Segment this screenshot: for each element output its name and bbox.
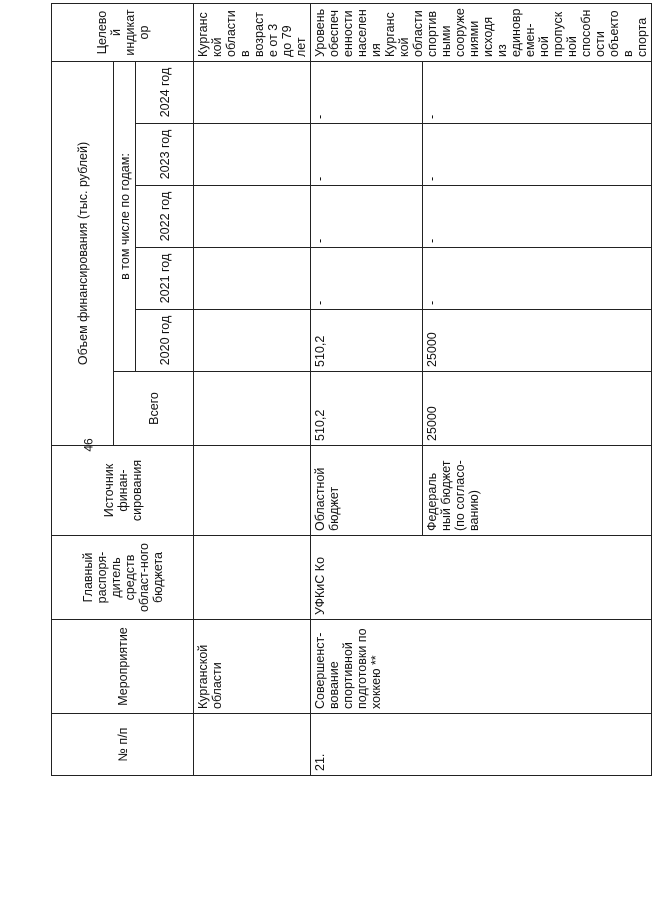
header-funding: Объем финансирования (тыс. рублей) [52, 62, 114, 446]
cont-total [194, 372, 311, 446]
cont-num [194, 714, 311, 776]
cont-event: Курганской области [194, 620, 311, 714]
row21-regional-2024: - [311, 62, 423, 124]
row21-federal-total: 25000 [423, 372, 652, 446]
cont-2022 [194, 186, 311, 248]
row21-regional-2020: 510,2 [311, 310, 423, 372]
header-source: Источник финан-сирования [52, 446, 194, 536]
header-2022: 2022 год [136, 186, 194, 248]
header-2024: 2024 год [136, 62, 194, 124]
header-2023: 2023 год [136, 124, 194, 186]
row21-federal-2024: - [423, 62, 652, 124]
row21-event: Совершенст-вование спортивной подготовки по хоккею ** [311, 620, 652, 714]
cont-2021 [194, 248, 311, 310]
table-row-21-regional [311, 4, 423, 776]
row21-federal-2020: 25000 [423, 310, 652, 372]
header-2020: 2020 год [136, 310, 194, 372]
cont-2023 [194, 124, 311, 186]
page-number: 46 [81, 438, 96, 452]
cont-indicator: Курганской области в возрасте от 3 до 79 лет [194, 4, 311, 62]
row21-regional-2023: - [311, 124, 423, 186]
header-total: Всего [114, 372, 194, 446]
row21-federal-2022: - [423, 186, 652, 248]
table-row-continued [194, 4, 311, 776]
cont-source [194, 446, 311, 536]
row21-regional-total: 510,2 [311, 372, 423, 446]
row21-federal-source: Федераль ный бюджет (по согласо-ванию) [423, 446, 652, 536]
funding-table [51, 3, 652, 776]
header-2021: 2021 год [136, 248, 194, 310]
cont-2020 [194, 310, 311, 372]
header-indicator: Целевой индикатор [52, 4, 194, 62]
row21-regional-2022: - [311, 186, 423, 248]
row21-num: 21. [311, 714, 652, 776]
row21-regional-2021: - [311, 248, 423, 310]
header-manager: Главный распоря-дитель средств област-ного бюджета [52, 536, 194, 620]
row21-indicator: Уровень обеспеченности населения Курганской области спортивными сооружениями исходя из единовремен-ной пропускной способности объектов спорта [311, 4, 652, 62]
header-by-years: в том числе по годам: [114, 62, 136, 372]
row21-manager: УФКиС Ко [311, 536, 652, 620]
cont-manager [194, 536, 311, 620]
header-num: № п/п [52, 714, 194, 776]
header-event: Мероприятие [52, 620, 194, 714]
row21-federal-2021: - [423, 248, 652, 310]
rotated-table-wrapper [51, 4, 649, 776]
row21-federal-2023: - [423, 124, 652, 186]
cont-2024 [194, 62, 311, 124]
row21-regional-source: Областной бюджет [311, 446, 423, 536]
